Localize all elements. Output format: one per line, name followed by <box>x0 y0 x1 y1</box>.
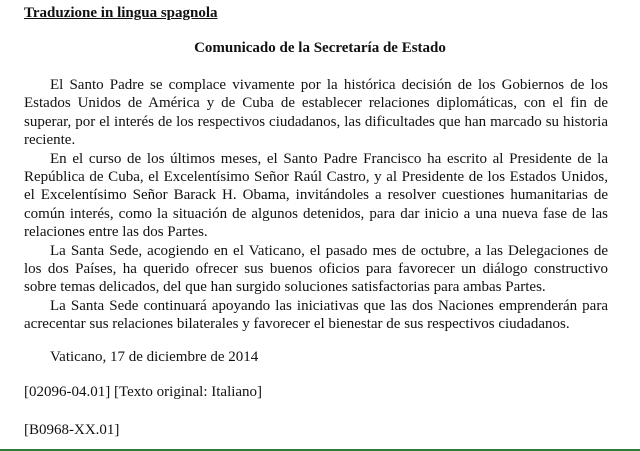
communique-body <box>24 76 608 334</box>
reference-code-original: [02096-04.01] [Texto original: Italiano] <box>24 384 263 400</box>
paragraph-1: El Santo Padre se complace vivamente por la histórica decisión de los Gobiernos de los Estados Unidos de América y de Cuba de establecer relaciones diplomáticas, con el fin de superar, por el interés de los respectivos ciudadanos, las dificultades que han marcado su historia reciente. <box>24 77 608 149</box>
paragraph-3: La Santa Sede, acogiendo en el Vaticano, el pasado mes de octubre, a las Delegaciones de los dos Países, ha querido ofrecer sus buenos oficios para favorecer un diálogo constructivo sobre temas delicados, del que han surgido soluciones satisfactorias para ambas Partes. <box>24 242 608 296</box>
translation-heading: Traduzione in lingua spagnola <box>24 5 218 21</box>
reference-code-secondary: [B0968-XX.01] <box>24 422 120 438</box>
communique-title: Comunicado de la Secretaría de Estado <box>194 40 446 56</box>
paragraph-4: La Santa Sede continuará apoyando las iniciativas que las dos Naciones emprenderán para acrecentar sus relaciones bilaterales y favorecer el bienestar de sus respectivos ciudadanos. <box>24 297 608 333</box>
paragraph-2: En el curso de los últimos meses, el Santo Padre Francisco ha escrito al Presidente de la República de Cuba, el Excelentísimo Señor Raúl Castro, y al Presidente de los Estados Unidos, el Excelentísimo Señor Barack H. Obama, invitándoles a resolver cuestiones humanitarias de común interés, como la situación de algunos detenidos, para dar inicio a una nueva fase de las relaciones entre las dos Partes. <box>24 150 608 241</box>
date-line: Vaticano, 17 de diciembre de 2014 <box>50 349 259 365</box>
